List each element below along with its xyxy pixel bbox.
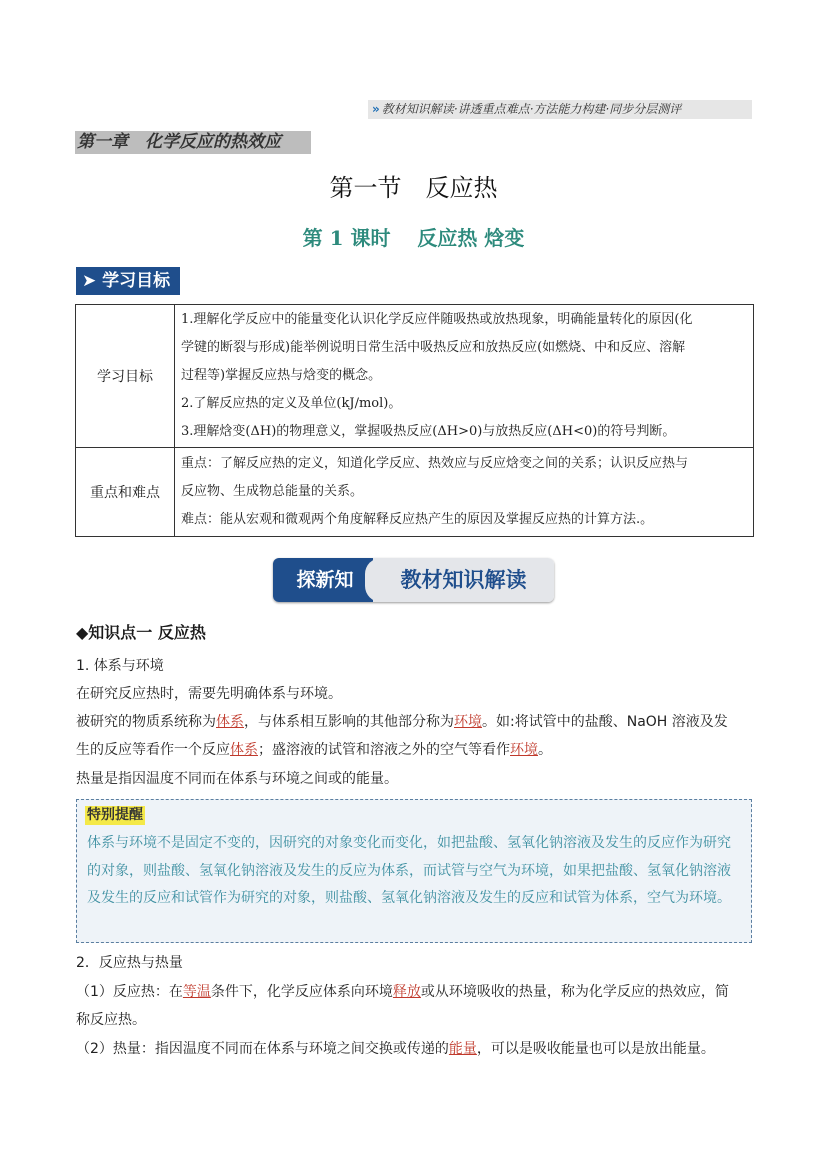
key-points-line: 重点：了解反应热的定义，知道化学反应、热效应与反应焓变之间的关系；认识反应热与 xyxy=(181,456,689,471)
paragraph: （1）反应热：在等温条件下，化学反应体系向环境释放或从环境吸收的热量，称为化学反应的热效应，简 xyxy=(76,984,729,1000)
banner-left-label: 探新知 xyxy=(273,558,377,602)
goals-line: 学键的断裂与形成)能举例说明日常生活中吸热反应和放热反应(如燃烧、中和反应、溶解 xyxy=(181,340,686,355)
key-points-row-label: 重点和难点 xyxy=(76,448,175,537)
goals-line: 2.了解反应热的定义及单位(kJ/mol)。 xyxy=(181,396,402,411)
key-points-line: 难点：能从宏观和微观两个角度解释反应热产生的原因及掌握反应热的计算方法.。 xyxy=(181,512,654,527)
term-highlight: 释放 xyxy=(392,984,421,1000)
key-points-line: 反应物、生成物总能量的关系。 xyxy=(181,484,364,499)
learning-goals-tag: ➤ 学习目标 xyxy=(76,267,180,295)
paragraph: 热量是指因温度不同而在体系与环境之间或的能量。 xyxy=(76,771,398,787)
lesson-title: 第 1 课时 反应热 焓变 xyxy=(302,226,525,250)
subsection-2-heading: 2．反应热与热量 xyxy=(76,955,183,971)
key-points-row xyxy=(76,448,754,537)
paragraph: 称反应热。 xyxy=(76,1012,146,1028)
term-highlight: 能量 xyxy=(448,1041,477,1057)
goals-row-content xyxy=(175,305,754,448)
knowledge-point-heading: ◆知识点一 反应热 xyxy=(76,623,206,642)
paragraph: 被研究的物质系统称为体系，与体系相互影响的其他部分称为环境。如:将试管中的盐酸、NaOH 溶液及发 xyxy=(76,714,728,730)
paragraph: （2）热量：指因温度不同而在体系与环境之间交换或传递的能量，可以是吸收能量也可以是放出能量。 xyxy=(76,1041,715,1057)
term-highlight: 等温 xyxy=(182,984,211,1000)
special-note-box xyxy=(76,799,752,943)
term-highlight: 体系 xyxy=(230,742,258,758)
section-title: 第一节 反应热 xyxy=(329,174,498,202)
subsection-1-heading: 1. 体系与环境 xyxy=(76,658,164,674)
special-note-tag: 特别提醒 xyxy=(87,807,143,823)
paragraph: 在研究反应热时，需要先明确体系与环境。 xyxy=(76,686,342,702)
goals-line: 1.理解化学反应中的能量变化认识化学反应伴随吸热或放热现象，明确能量转化的原因(化 xyxy=(181,312,693,327)
key-points-row-content xyxy=(175,448,754,537)
term-highlight: 环境 xyxy=(510,742,538,758)
header-tagline: 教材知识解读·讲透重点难点·方法能力构建·同步分层测评 xyxy=(381,102,682,116)
double-chevron-icon: » xyxy=(372,102,380,116)
header-tagline-bar xyxy=(368,100,752,119)
chapter-title: 第一章 化学反应的热效应 xyxy=(75,131,311,154)
paragraph: 生的反应等看作一个反应体系；盛溶液的试管和溶液之外的空气等看作环境。 xyxy=(76,742,552,758)
banner-right-label: 教材知识解读 xyxy=(373,558,554,602)
term-highlight: 环境 xyxy=(454,714,482,730)
section-banner xyxy=(273,558,554,602)
learning-goals-table xyxy=(75,304,754,537)
goals-line: 过程等)掌握反应热与焓变的概念。 xyxy=(181,368,382,383)
special-note-text: 体系与环境不是固定不变的，因研究的对象变化而变化，如把盐酸、氢氧化钠溶液及发生的反应作为研究的对象，则盐酸、氢氧化钠溶液及发生的反应为体系，而试管与空气为环境，如果把盐酸、氢氧化钠溶液及发生的反应和试管作为研究的对象，则盐酸、氢氧化钠溶液及发生的反应和试管为体系，空气为环境。 xyxy=(87,835,731,906)
goals-line: 3.理解焓变(ΔH)的物理意义，掌握吸热反应(ΔH>0)与放热反应(ΔH<0)的符号判断。 xyxy=(181,424,676,439)
term-highlight: 体系 xyxy=(216,714,244,730)
goals-row xyxy=(76,305,754,448)
goals-row-label: 学习目标 xyxy=(76,305,175,448)
